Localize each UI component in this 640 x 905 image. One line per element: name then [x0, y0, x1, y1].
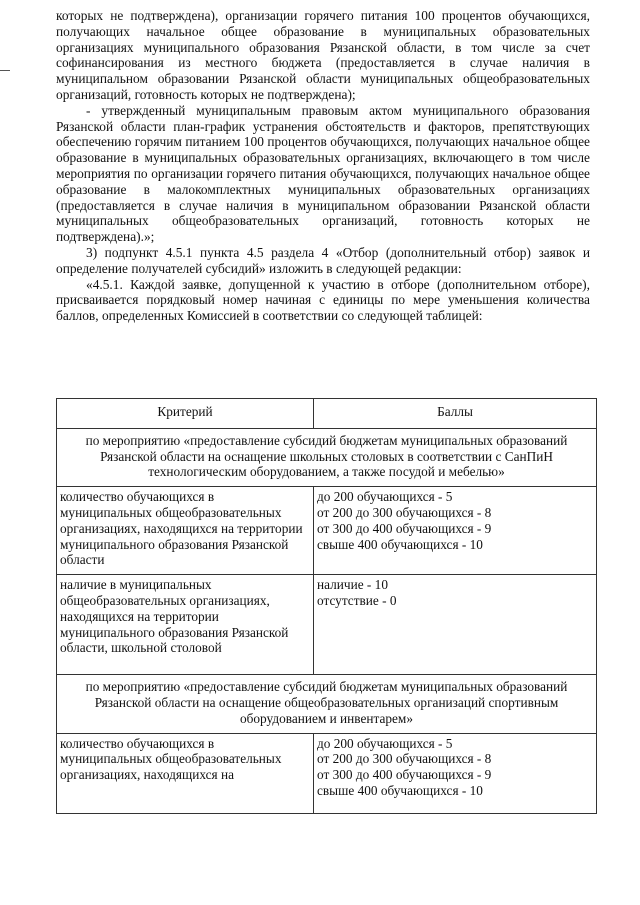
points-line: от 200 до 300 обучающихся - 8: [317, 751, 492, 767]
paragraph-plan-schedule: - утвержденный муниципальным правовым актом муниципального образования Рязанской области план-график устранения обстоятельств и факторов, препятствующих обеспечению горячим питанием 100 процентов обучающихся, получающих начальное общее образование в муниципальных образовательных организациях, включающего в том числе мероприятия по организации горячего питания обучающихся, получающих начальное общее образование в малокомплектных муниципальных образовательных организациях (предоставляется в случае наличия в муниципальном образовании Рязанской области муниципальных общеобразовательных организаций, готовность которых не подтверждена).»;: [56, 102, 590, 245]
document-body: [56, 8, 590, 324]
section-title-sports: по мероприятию «предоставление субсидий бюджетам муниципальных образований Рязанской области на оснащение общеобразовательных организаций спортивным оборудованием и инвентарем»: [57, 675, 597, 733]
header-points: Баллы: [314, 399, 597, 429]
scan-artifact-mark: [0, 70, 10, 71]
criterion-text: количество обучающихся в муниципальных общеобразовательных организациях, находящихся на территории муниципального образования Рязанской области: [60, 489, 303, 568]
points-line: до 200 обучающихся - 5: [317, 735, 453, 751]
criterion-text: количество обучающихся в муниципальных общеобразовательных организациях, находящихся на: [60, 735, 282, 783]
points-cell: [314, 575, 597, 675]
criterion-cell: [57, 733, 314, 813]
table-header-row: [57, 399, 597, 429]
points-line: от 200 до 300 обучающихся - 8: [317, 504, 492, 520]
points-line: от 300 до 400 обучающихся - 9: [317, 767, 492, 783]
header-criterion: Критерий: [57, 399, 314, 429]
paragraph-subclause-3: 3) подпункт 4.5.1 пункта 4.5 раздела 4 «Отбор (дополнительный отбор) заявок и определение получателей субсидий» изложить в следующей редакции:: [56, 244, 590, 276]
section-row: [57, 428, 597, 486]
paragraph-continuation: которых не подтверждена), организации горячего питания 100 процентов обучающихся, получающих начальное общее образование в муниципальных образовательных организациях муниципального образования Рязанской области, в том числе за счет софинансирования из местного бюджета (предоставляется в случае наличия в муниципальном образовании Рязанской области муниципальных общеобразовательных организаций, готовность которых не подтверждена);: [56, 8, 590, 102]
points-line: отсутствие - 0: [317, 592, 397, 608]
points-line: наличие - 10: [317, 577, 388, 593]
points-line: от 300 до 400 обучающихся - 9: [317, 520, 492, 536]
criterion-cell: [57, 575, 314, 675]
criterion-text: наличие в муниципальных общеобразовательных организациях, находящихся на территории муниципального образования Рязанской области, школьной столовой: [60, 577, 289, 656]
table-row: [57, 487, 597, 575]
criteria-table: [56, 398, 597, 814]
table-row: [57, 575, 597, 675]
points-line: свыше 400 обучающихся - 10: [317, 782, 483, 798]
points-cell: [314, 733, 597, 813]
points-line: до 200 обучающихся - 5: [317, 489, 453, 505]
criterion-cell: [57, 487, 314, 575]
points-line: свыше 400 обучающихся - 10: [317, 536, 483, 552]
table-row: [57, 733, 597, 813]
points-cell: [314, 487, 597, 575]
paragraph-4-5-1: «4.5.1. Каждой заявке, допущенной к участию в отборе (дополнительном отборе), присваивается порядковый номер начиная с единицы по мере уменьшения количества баллов, определенных Комиссией в соответствии со следующей таблицей:: [56, 276, 590, 324]
section-title-canteens: по мероприятию «предоставление субсидий бюджетам муниципальных образований Рязанской области на оснащение школьных столовых в соответствии с СанПиН технологическим оборудованием, а также посудой и мебелью»: [57, 428, 597, 486]
section-row: [57, 675, 597, 733]
